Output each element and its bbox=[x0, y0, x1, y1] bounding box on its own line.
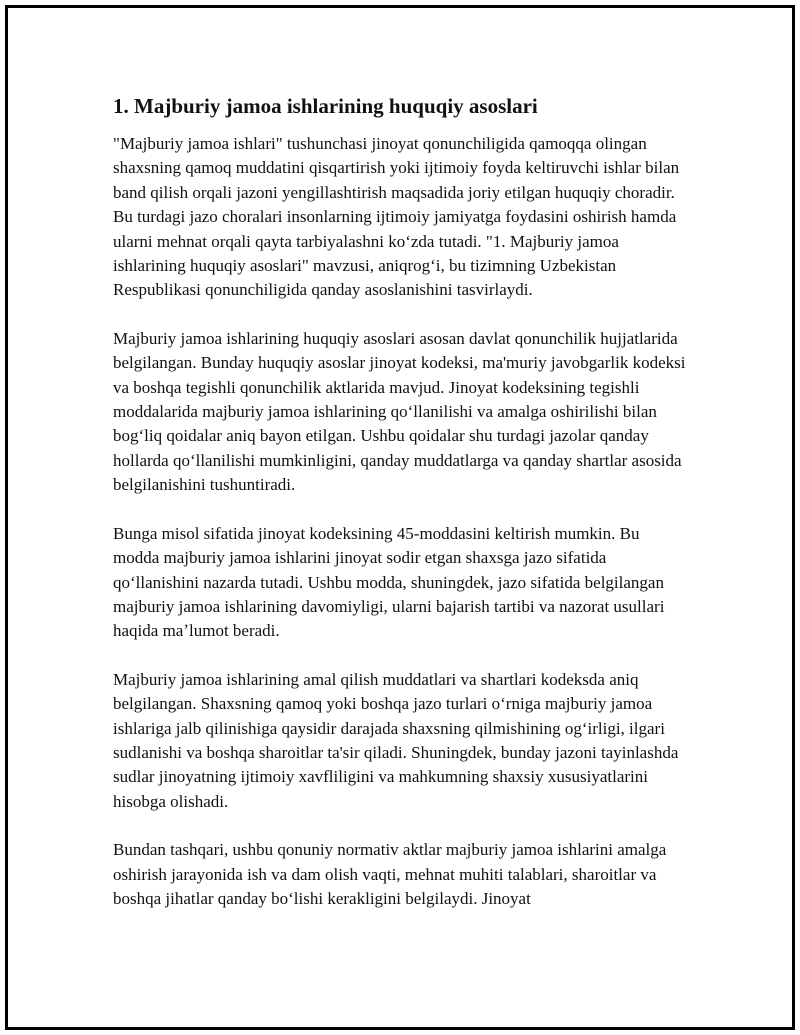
paragraph: Bundan tashqari, ushbu qonuniy normativ aktlar majburiy jamoa ishlarini amalga oshirish jarayonida ish va dam olish vaqti, mehnat muhiti talablari, sharoitlar va boshqa jihatlar qanday boʻlishi kerakligini belgilaydi. Jinoyat bbox=[113, 840, 667, 908]
paragraph: Bunga misol sifatida jinoyat kodeksining 45-moddasini keltirish mumkin. Bu modda majburiy jamoa ishlarini jinoyat sodir etgan shaxsga jazo sifatida qoʻllanishini nazarda tutadi. Ushbu modda, shuningdek, jazo sifatida belgilangan majburiy jamoa ishlarining davomiyligi, ularni bajarish tartibi va nazorat usullari haqida maʼlumot beradi. bbox=[113, 523, 665, 641]
document-body bbox=[113, 92, 688, 935]
section-heading: 1. Majburiy jamoa ishlarining huquqiy asoslari bbox=[113, 94, 538, 118]
paragraph: Majburiy jamoa ishlarining huquqiy asoslari asosan davlat qonunchilik hujjatlarida belgilangan. Bunday huquqiy asoslar jinoyat kodeksi, ma'muriy javobgarlik kodeksi va boshqa tegishli qonunchilik aktlarida mavjud. Jinoyat kodeksining tegishli moddalarida majburiy jamoa ishlarining qoʻllanilishi va amalga oshirilishi bilan bogʻliq qoidalar aniq bayon etilgan. Ushbu qoidalar shu turdagi jazolar qanday hollarda qoʻllanilishi mumkinligini, qanday muddatlarga va qanday shartlar asosida belgilanishini tushuntiradi. bbox=[113, 328, 686, 495]
paragraph: "Majburiy jamoa ishlari" tushunchasi jinoyat qonunchiligida qamoqqa olingan shaxsning qamoq muddatini qisqartirish yoki ijtimoiy foyda keltiruvchi ishlar bilan band qilish orqali jazoni yengillashtirish maqsadida joriy etilgan huquqiy choradir. Bu turdagi jazo choralari insonlarning ijtimoiy jamiyatga foydasini oshirish hamda ularni mehnat orqali qayta tarbiyalashni koʻzda tutadi. "1. Majburiy jamoa ishlarining huquqiy asoslari" mavzusi, aniqrogʻi, bu tizimning Uzbekistan Respublikasi qonunchiligida qanday asoslanishini tasvirlaydi. bbox=[113, 134, 680, 300]
paragraph: Majburiy jamoa ishlarining amal qilish muddatlari va shartlari kodeksda aniq belgilangan. Shaxsning qamoq yoki boshqa jazo turlari oʻrniga majburiy jamoa ishlariga jalb qilinishiga qaysidir darajada shaxsning qilmishining ogʻirligi, ilgari sudlanishi va boshqa sharoitlar ta'sir qiladi. Shuningdek, bunday jazoni tayinlashda sudlar jinoyatning ijtimoiy xavfliligini va mahkumning shaxsiy xususiyatlarini hisobga olishadi. bbox=[113, 669, 679, 811]
